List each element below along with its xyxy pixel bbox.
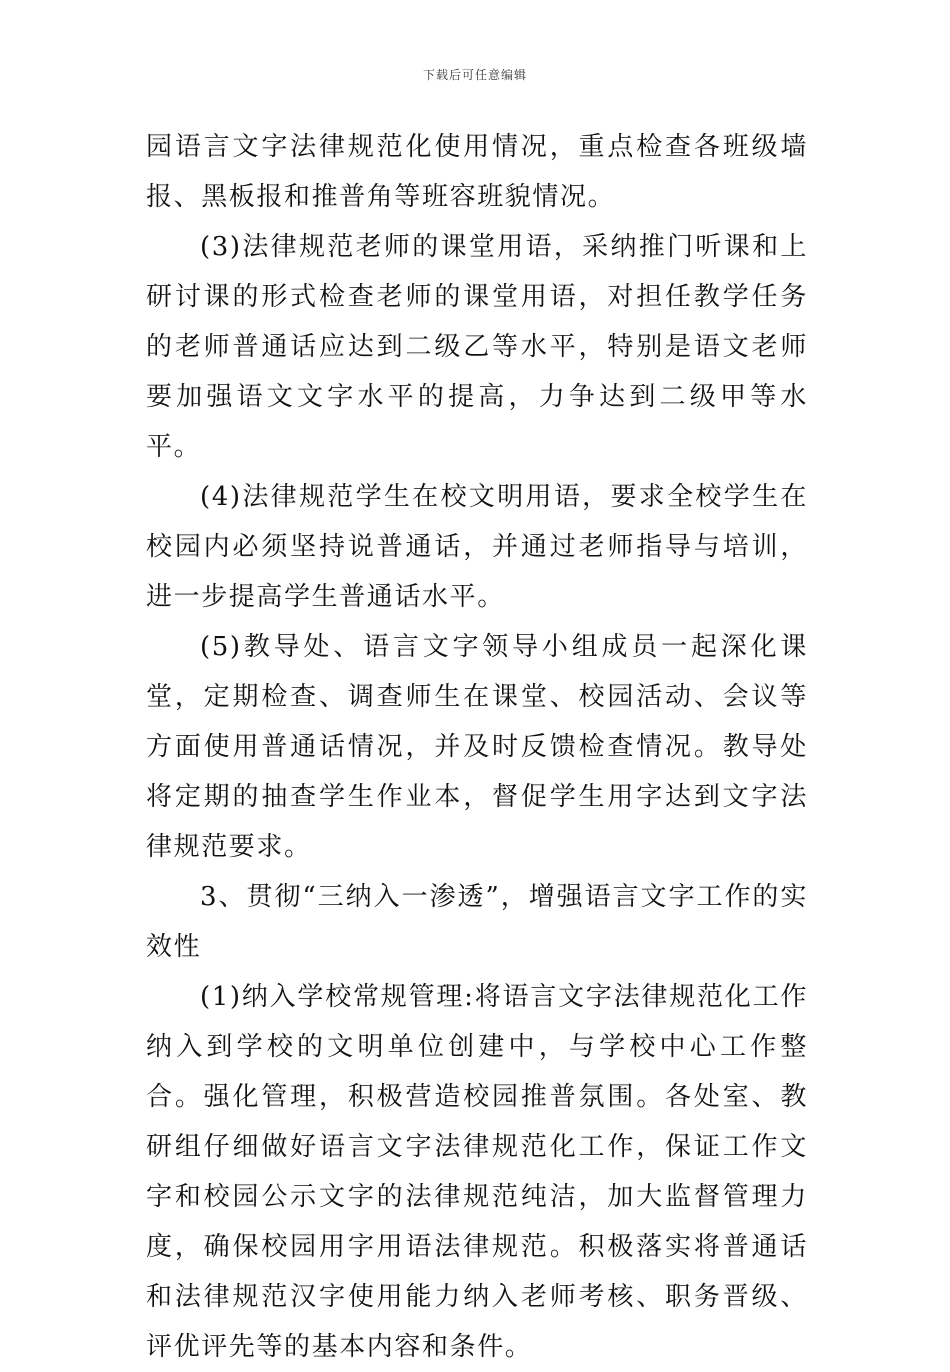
paragraph-2: (3)法律规范老师的课堂用语，采纳推门听课和上研讨课的形式检查老师的课堂用语，对担任教学任务的老师普通话应达到二级乙等水平，特别是语文老师要加强语文文字水平的提高，力争达到二级甲等水平。 [146,232,808,462]
section-heading-3: 3、贯彻“三纳入一渗透”，增强语言文字工作的实效性 [146,882,808,962]
paragraph-4: (5)教导处、语言文字领导小组成员一起深化课堂，定期检查、调查师生在课堂、校园活动、会议等方面使用普通话情况，并及时反馈检查情况。教导处将定期的抽查学生作业本，督促学生用字达到文字法律规范要求。 [146,632,808,862]
page-header-note: 下载后可任意编辑 [422,68,527,82]
paragraph-3: (4)法律规范学生在校文明用语，要求全校学生在校园内必须坚持说普通话，并通过老师指导与培训，进一步提高学生普通话水平。 [146,482,808,612]
paragraph-5: (1)纳入学校常规管理:将语言文字法律规范化工作纳入到学校的文明单位创建中，与学校中心工作整合。强化管理，积极营造校园推普氛围。各处室、教研组仔细做好语言文字法律规范化工作，保证工作文字和校园公示文字的法律规范纯洁，加大监督管理力度，确保校园用字用语法律规范。积极落实将普通话和法律规范汉字使用能力纳入老师考核、职务晋级、评优评先等的基本内容和条件。 [146,982,808,1362]
document-body [146,122,808,1372]
paragraph-1: 园语言文字法律规范化使用情况，重点检查各班级墙报、黑板报和推普角等班容班貌情况。 [146,132,808,212]
